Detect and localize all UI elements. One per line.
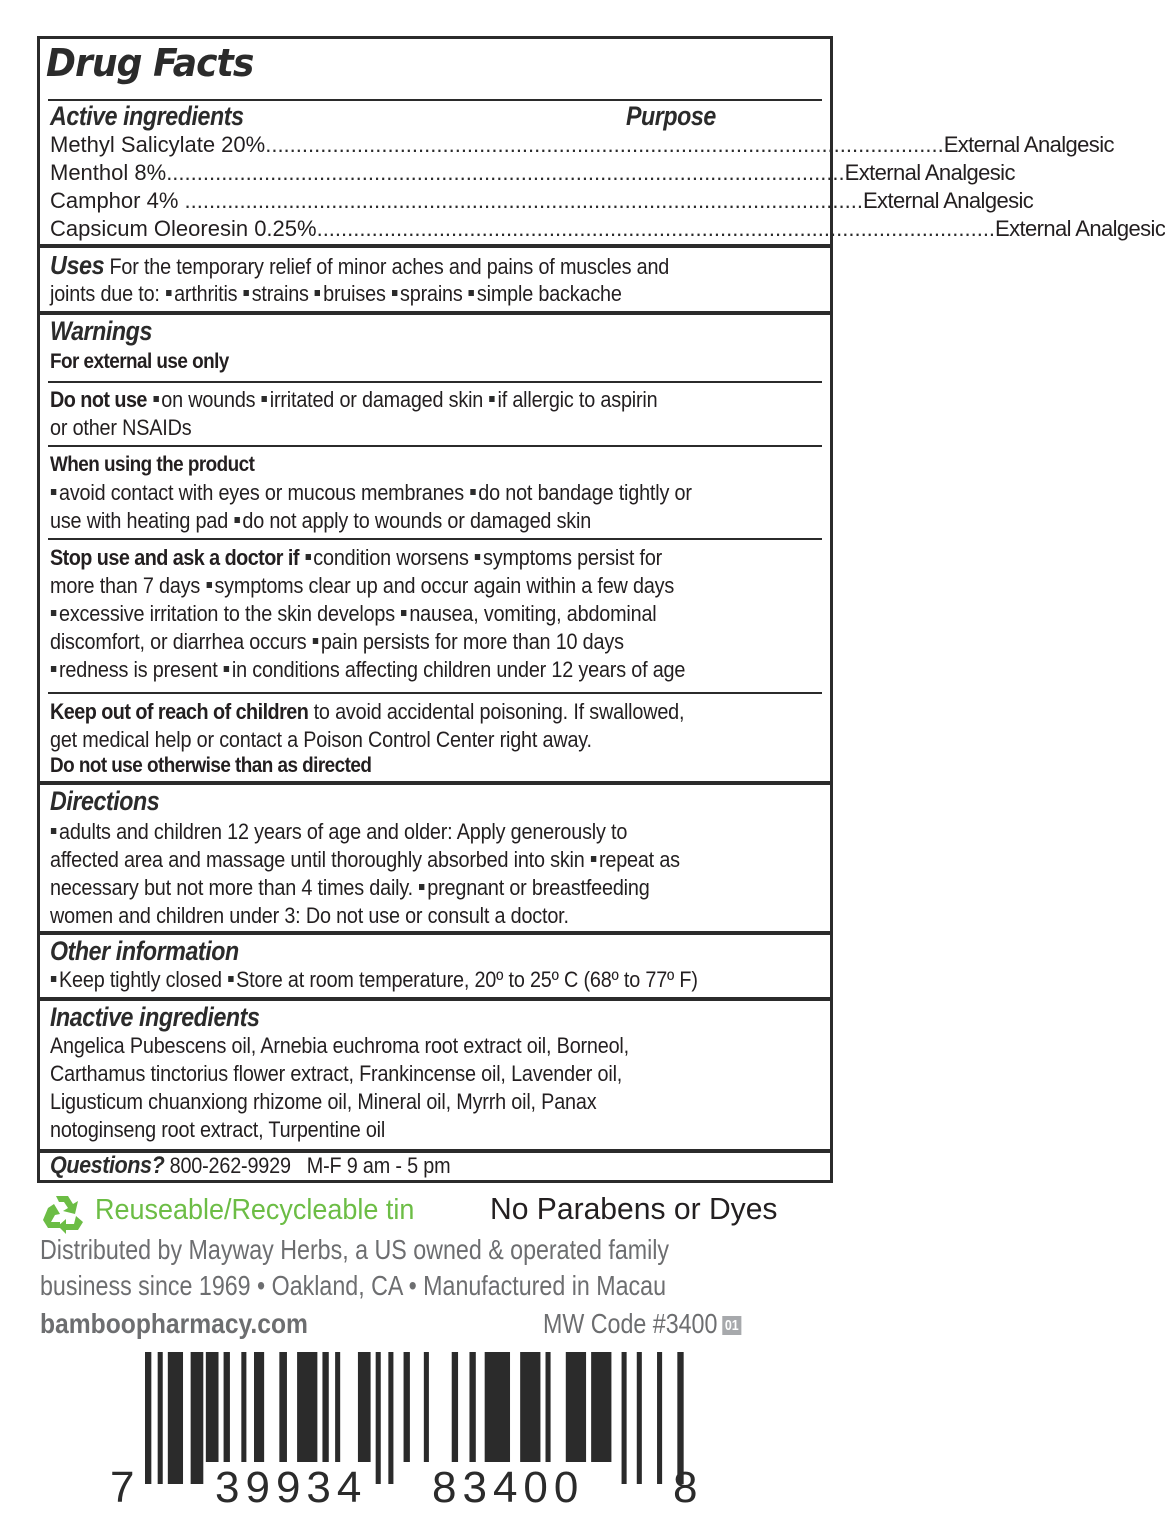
bullet-icon [475, 554, 480, 560]
barcode-bar [376, 1352, 381, 1484]
drug-facts-title: Drug Facts [46, 41, 254, 85]
leader-dots: ............................................................................................................... [166, 160, 845, 185]
warning-text: or other NSAIDs [50, 415, 192, 440]
active-ingredients-header: Active ingredients [50, 101, 244, 131]
mw-code: MW Code #3400 [543, 1308, 718, 1339]
divider [48, 538, 822, 540]
bullet-icon [51, 828, 56, 834]
barcode-bar [404, 1352, 410, 1462]
drug-facts-panel [37, 36, 1165, 1183]
bullet-icon [206, 582, 211, 588]
barcode-bar [358, 1352, 371, 1462]
warning-item: excessive irritation to the skin develops [59, 601, 395, 626]
divider [48, 692, 822, 694]
barcode-bar [254, 1352, 264, 1462]
warning-item: avoid contact with eyes or mucous membranes [59, 480, 464, 505]
warning-item: redness is present [59, 657, 218, 682]
warning-item: in conditions affecting children under 12 years of age [231, 657, 686, 682]
section-divider [40, 781, 830, 785]
ingredient-purpose: External Analgesic [995, 216, 1165, 241]
uses-item: bruises [323, 281, 386, 306]
bullet-icon [489, 396, 494, 402]
barcode-bar [637, 1352, 642, 1484]
bullet-icon [401, 610, 406, 616]
section-divider [40, 931, 830, 935]
barcode-bar [322, 1352, 328, 1462]
uses-item: simple backache [476, 281, 622, 306]
inactive-ingredients-line: Carthamus tinctorius flower extract, Frankincense oil, Lavender oil, [50, 1061, 623, 1086]
bullet-icon [305, 554, 310, 560]
barcode-bar [566, 1352, 586, 1462]
bullet-icon [153, 396, 158, 402]
warning-text: to avoid accidental poisoning. If swallowed, [313, 699, 685, 724]
ingredient-name: Menthol 8% [50, 160, 167, 185]
website-link[interactable]: bamboopharmacy.com [40, 1308, 308, 1339]
barcode-bar [452, 1352, 458, 1462]
barcode-bar [424, 1352, 429, 1462]
no-parabens-text: No Parabens or Dyes [490, 1191, 778, 1226]
uses-item: strains [251, 281, 309, 306]
purpose-header: Purpose [626, 101, 716, 131]
uses-text: For the temporary relief of minor aches and pains of muscles and [109, 254, 670, 279]
ingredient-name: Capsicum Oleoresin 0.25% [50, 216, 317, 241]
warning-item: nausea, vomiting, abdominal [409, 601, 657, 626]
section-divider [40, 997, 830, 1001]
divider [48, 445, 822, 447]
barcode-bar [241, 1352, 246, 1462]
barcode-bar [546, 1352, 551, 1462]
questions-phone: 800-262-9929 [169, 1153, 291, 1178]
ingredient-purpose: External Analgesic [844, 160, 1015, 185]
bullet-icon [244, 290, 249, 296]
warning-text: use with heating pad [50, 508, 229, 533]
inactive-ingredients-header: Inactive ingredients [50, 1002, 260, 1032]
recyclable-text: Reuseable/Recycleable tin [95, 1194, 415, 1226]
when-using-label: When using the product [50, 453, 255, 476]
barcode-bar [158, 1352, 163, 1484]
directions-text: adults and children 12 years of age and older: Apply generously to [59, 819, 628, 844]
warning-item: symptoms persist for [483, 545, 663, 570]
uses-intro: joints due to: [50, 281, 160, 306]
bullet-icon [591, 856, 596, 862]
do-not-use-label: Do not use [50, 387, 147, 412]
warning-item: if allergic to aspirin [497, 387, 658, 412]
bullet-icon [392, 290, 397, 296]
barcode-bar [469, 1352, 475, 1462]
section-divider [40, 311, 830, 315]
directions-header: Directions [50, 786, 160, 816]
warning-text: get medical help or contact a Poison Control Center right away. [50, 727, 592, 752]
barcode-digit-right: 8 [673, 1463, 704, 1512]
barcode-bar [279, 1352, 287, 1462]
warnings-header: Warnings [50, 316, 152, 346]
barcode-bar [206, 1352, 219, 1462]
bullet-icon [228, 976, 233, 982]
bullet-icon [51, 489, 56, 495]
other-info-item: Keep tightly closed [59, 967, 222, 992]
bullet-icon [315, 290, 320, 296]
warning-item: condition worsens [313, 545, 469, 570]
ingredient-purpose: External Analgesic [862, 188, 1034, 213]
bullet-icon [166, 290, 171, 296]
inactive-ingredients-line: Ligusticum chuanxiong rhizome oil, Mineral oil, Myrrh oil, Panax [50, 1089, 597, 1114]
ingredient-row [50, 131, 1114, 159]
bullet-icon [224, 666, 229, 672]
uses-item: arthritis [174, 281, 238, 306]
barcode-bar [145, 1352, 151, 1484]
barcode-bar [297, 1352, 317, 1462]
barcode-bar [191, 1352, 204, 1484]
ingredient-name: Methyl Salicylate 20% [50, 132, 266, 157]
barcode-bar [388, 1352, 393, 1484]
warning-item: symptoms clear up and occur again within a few days [214, 573, 675, 598]
barcode-bar [520, 1352, 540, 1462]
ingredient-name: Camphor 4% [50, 188, 179, 213]
leader-dots: ............................................................................................................... [265, 132, 944, 157]
ingredient-row [50, 187, 1034, 215]
version-badge: 01 [722, 1316, 741, 1335]
barcode-bar [622, 1352, 627, 1484]
questions-hours: M-F 9 am - 5 pm [306, 1153, 451, 1178]
barcode-bar [591, 1352, 611, 1462]
warning-text: more than 7 days [50, 573, 201, 598]
bullet-icon [51, 610, 56, 616]
barcode-bar [224, 1352, 230, 1462]
distributor-line-1: Distributed by Mayway Herbs, a US owned & operated family [40, 1234, 670, 1265]
directions-text: affected area and massage until thoroughly absorbed into skin [50, 847, 585, 872]
warning-item: do not apply to wounds or damaged skin [242, 508, 592, 533]
barcode-bar [485, 1352, 510, 1462]
divider [48, 381, 822, 383]
ingredient-row [50, 159, 1015, 187]
inactive-ingredients-line: notoginseng root extract, Turpentine oil [50, 1117, 386, 1142]
ingredient-purpose: External Analgesic [943, 132, 1114, 157]
directions-text: women and children under 3: Do not use or consult a doctor. [50, 903, 569, 928]
directions-text: repeat as [598, 847, 680, 872]
bullet-icon [469, 290, 474, 296]
bullet-icon [262, 396, 267, 402]
barcode-digit-left: 7 [110, 1463, 141, 1512]
distributor-line-2: business since 1969 • Oakland, CA • Manufactured in Macau [40, 1270, 667, 1301]
other-info-item: Store at room temperature, 20º to 25º C (68º to 77º F) [236, 967, 698, 992]
stop-use-label: Stop use and ask a doctor if [50, 545, 299, 570]
barcode-digits-group2: 83400 [432, 1463, 585, 1512]
keep-out-label: Keep out of reach of children [50, 699, 309, 724]
directions-text: necessary but not more than 4 times daily. [50, 875, 413, 900]
bullet-icon [51, 976, 56, 982]
external-use-only: For external use only [50, 350, 229, 373]
inactive-ingredients-line: Angelica Pubescens oil, Arnebia euchroma root extract oil, Borneol, [50, 1033, 629, 1058]
bullet-icon [51, 666, 56, 672]
directions-text: pregnant or breastfeeding [427, 875, 650, 900]
uses-item: sprains [400, 281, 463, 306]
leader-dots: ............................................................................................................... [184, 188, 863, 213]
directed-warning: Do not use otherwise than as directed [50, 754, 372, 777]
barcode-digits-group1: 39934 [215, 1463, 368, 1512]
section-divider [40, 244, 830, 248]
uses-header: Uses [50, 250, 105, 280]
bullet-icon [234, 517, 239, 523]
bullet-icon [419, 884, 424, 890]
barcode-bar [168, 1352, 183, 1484]
ingredient-row [50, 215, 1165, 243]
warning-item: irritated or damaged skin [269, 387, 484, 412]
warning-item: pain persists for more than 10 days [320, 629, 624, 654]
recycle-icon [38, 1192, 88, 1239]
questions-label: Questions? [50, 1152, 165, 1179]
other-info-header: Other information [50, 936, 239, 966]
warning-item: on wounds [161, 387, 256, 412]
barcode-bar [335, 1352, 340, 1462]
leader-dots: ............................................................................................................... [316, 216, 996, 241]
bullet-icon [313, 638, 318, 644]
barcode-bar [657, 1352, 662, 1484]
bullet-icon [470, 489, 475, 495]
warning-item: do not bandage tightly or [478, 480, 692, 505]
warning-text: discomfort, or diarrhea occurs [50, 629, 307, 654]
